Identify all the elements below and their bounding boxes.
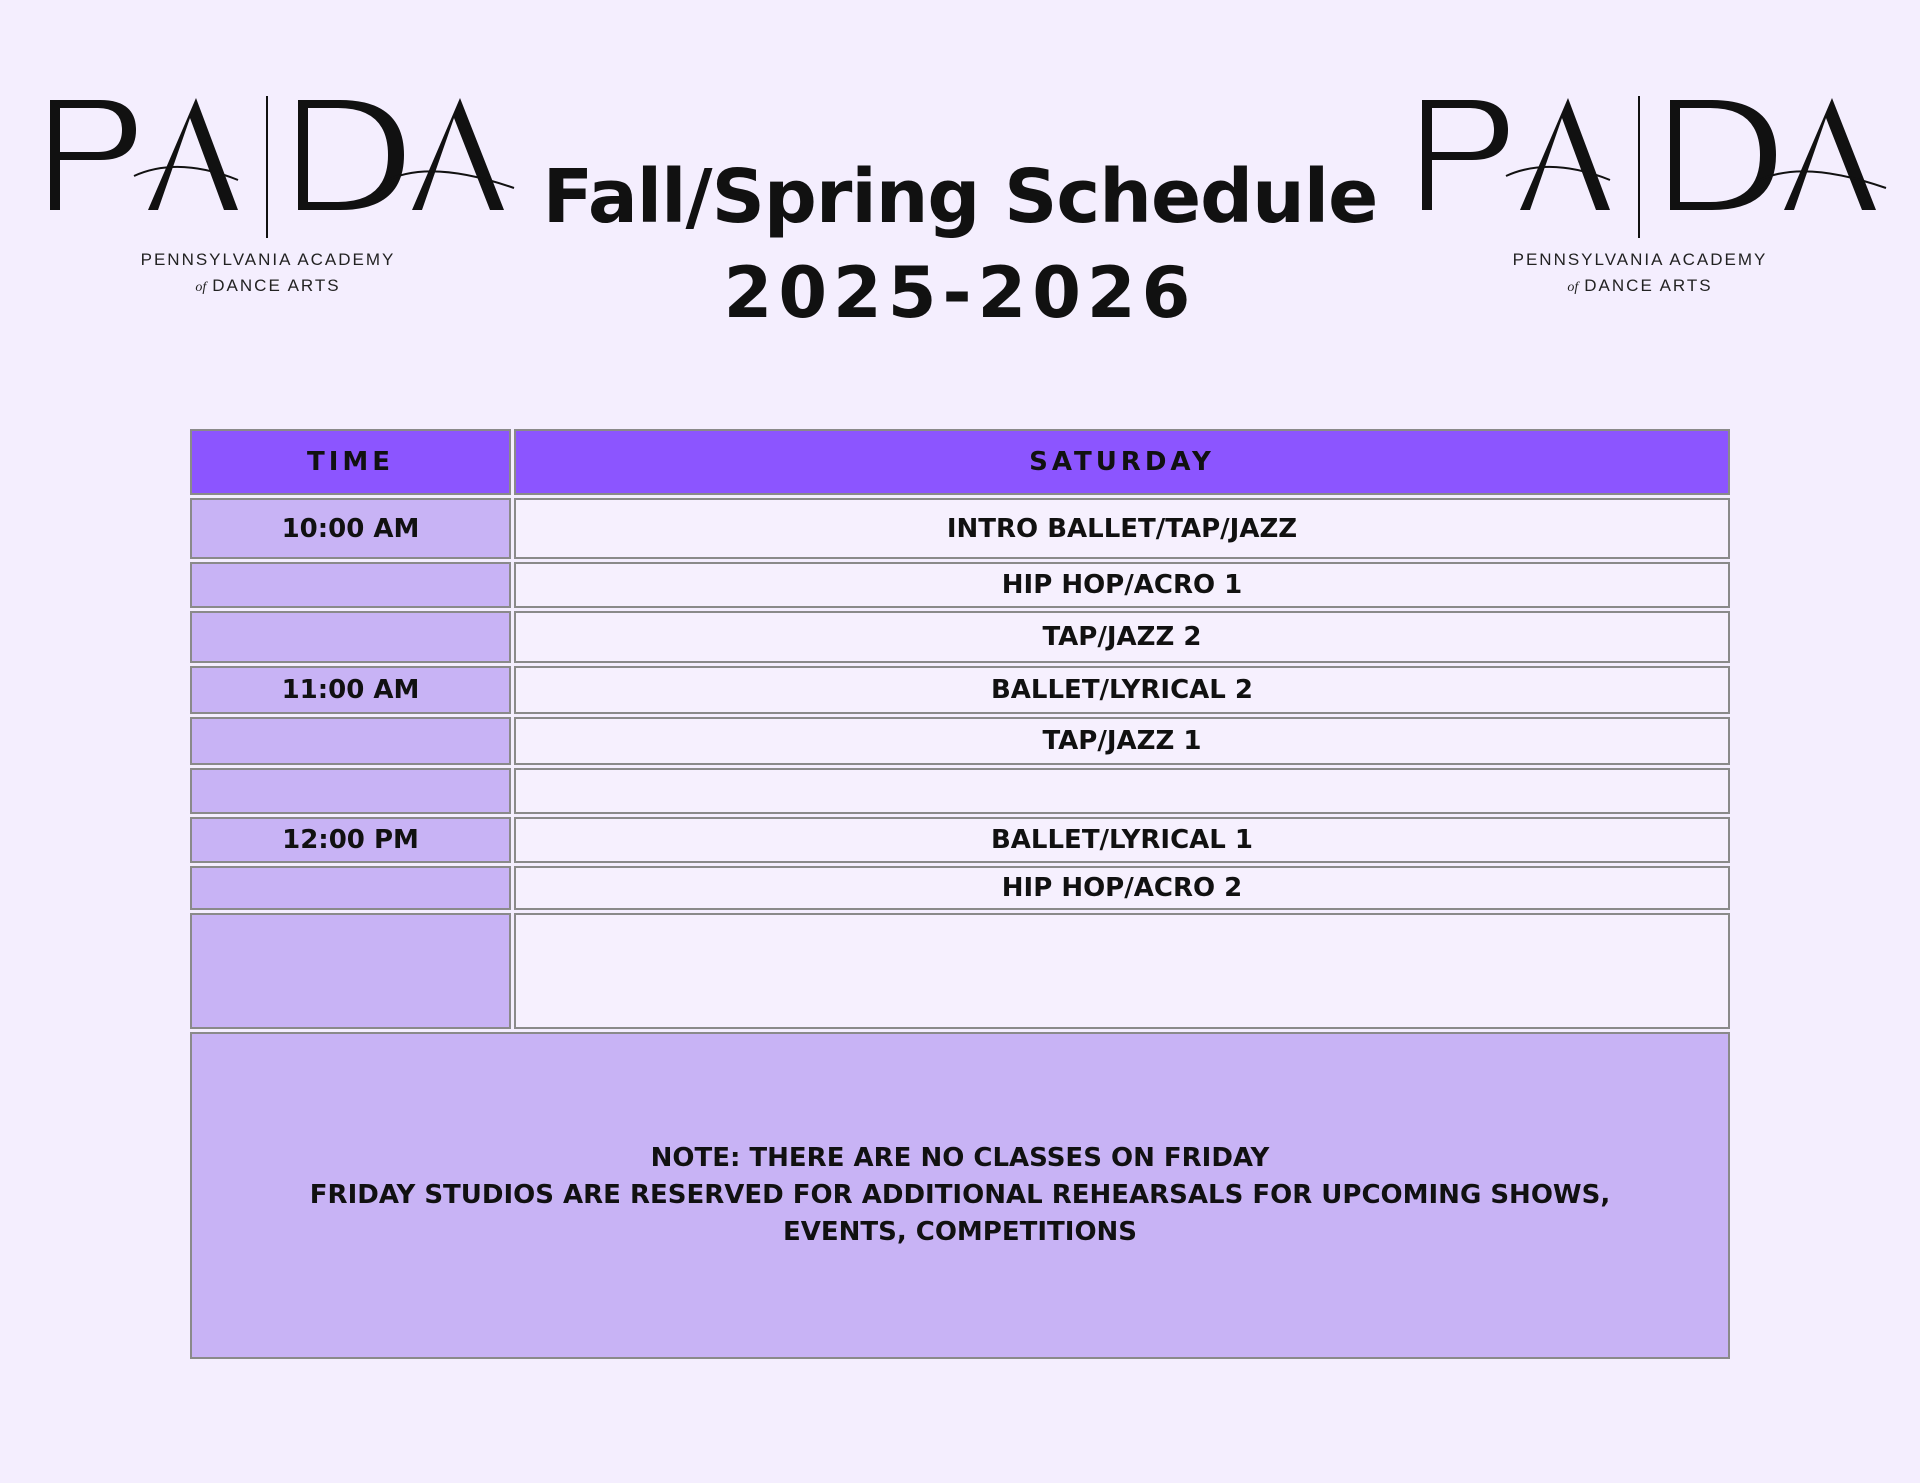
- class-cell: TAP/JAZZ 2: [514, 611, 1730, 663]
- table-header-row: [190, 429, 1730, 495]
- table-row: [190, 717, 1730, 765]
- header-saturday: SATURDAY: [514, 429, 1730, 495]
- pada-logo-mark: [1420, 96, 1890, 241]
- time-cell: [190, 611, 511, 663]
- table-row: [190, 768, 1730, 814]
- logo-line-dance-arts: [1420, 276, 1860, 296]
- logo-right: [1420, 96, 1890, 306]
- page-title: Fall/Spring Schedule: [542, 154, 1378, 240]
- table-row: [190, 562, 1730, 608]
- logo-left: [48, 96, 518, 306]
- logo-dance-arts-text: DANCE ARTS: [1584, 276, 1713, 295]
- class-cell: HIP HOP/ACRO 1: [514, 562, 1730, 608]
- class-cell: [514, 768, 1730, 814]
- time-cell: [190, 562, 511, 608]
- logo-line-academy: PENNSYLVANIA ACADEMY: [140, 250, 396, 269]
- class-cell: BALLET/LYRICAL 1: [514, 817, 1730, 863]
- header-time: TIME: [190, 429, 511, 495]
- table-row: [190, 666, 1730, 714]
- note-line-1: NOTE: THERE ARE NO CLASSES ON FRIDAY: [650, 1143, 1270, 1173]
- class-cell: INTRO BALLET/TAP/JAZZ: [514, 498, 1730, 559]
- logo-line-academy: PENNSYLVANIA ACADEMY: [1512, 250, 1768, 269]
- time-cell: [190, 717, 511, 765]
- class-cell: [514, 913, 1730, 1029]
- logo-of: of: [195, 280, 207, 295]
- table-row: [190, 611, 1730, 663]
- time-cell: [190, 768, 511, 814]
- time-cell: [190, 913, 511, 1029]
- table-row: [190, 866, 1730, 910]
- class-cell: BALLET/LYRICAL 2: [514, 666, 1730, 714]
- logo-line-dance-arts: [48, 276, 488, 296]
- page-subtitle-year: 2025-2026: [723, 252, 1197, 334]
- logo-dance-arts-text: DANCE ARTS: [212, 276, 341, 295]
- class-cell: TAP/JAZZ 1: [514, 717, 1730, 765]
- pada-logo-mark: [48, 96, 518, 241]
- table-row: [190, 913, 1730, 1029]
- friday-note: [190, 1032, 1730, 1359]
- note-line-2: FRIDAY STUDIOS ARE RESERVED FOR ADDITIONAL REHEARSALS FOR UPCOMING SHOWS, EVENTS, COMPETITIONS: [309, 1180, 1611, 1247]
- table-row: [190, 817, 1730, 863]
- logo-of: of: [1567, 280, 1579, 295]
- time-cell: [190, 866, 511, 910]
- time-cell: 12:00 PM: [190, 817, 511, 863]
- time-cell: 10:00 AM: [190, 498, 511, 559]
- class-cell: HIP HOP/ACRO 2: [514, 866, 1730, 910]
- time-cell: 11:00 AM: [190, 666, 511, 714]
- table-row: [190, 498, 1730, 559]
